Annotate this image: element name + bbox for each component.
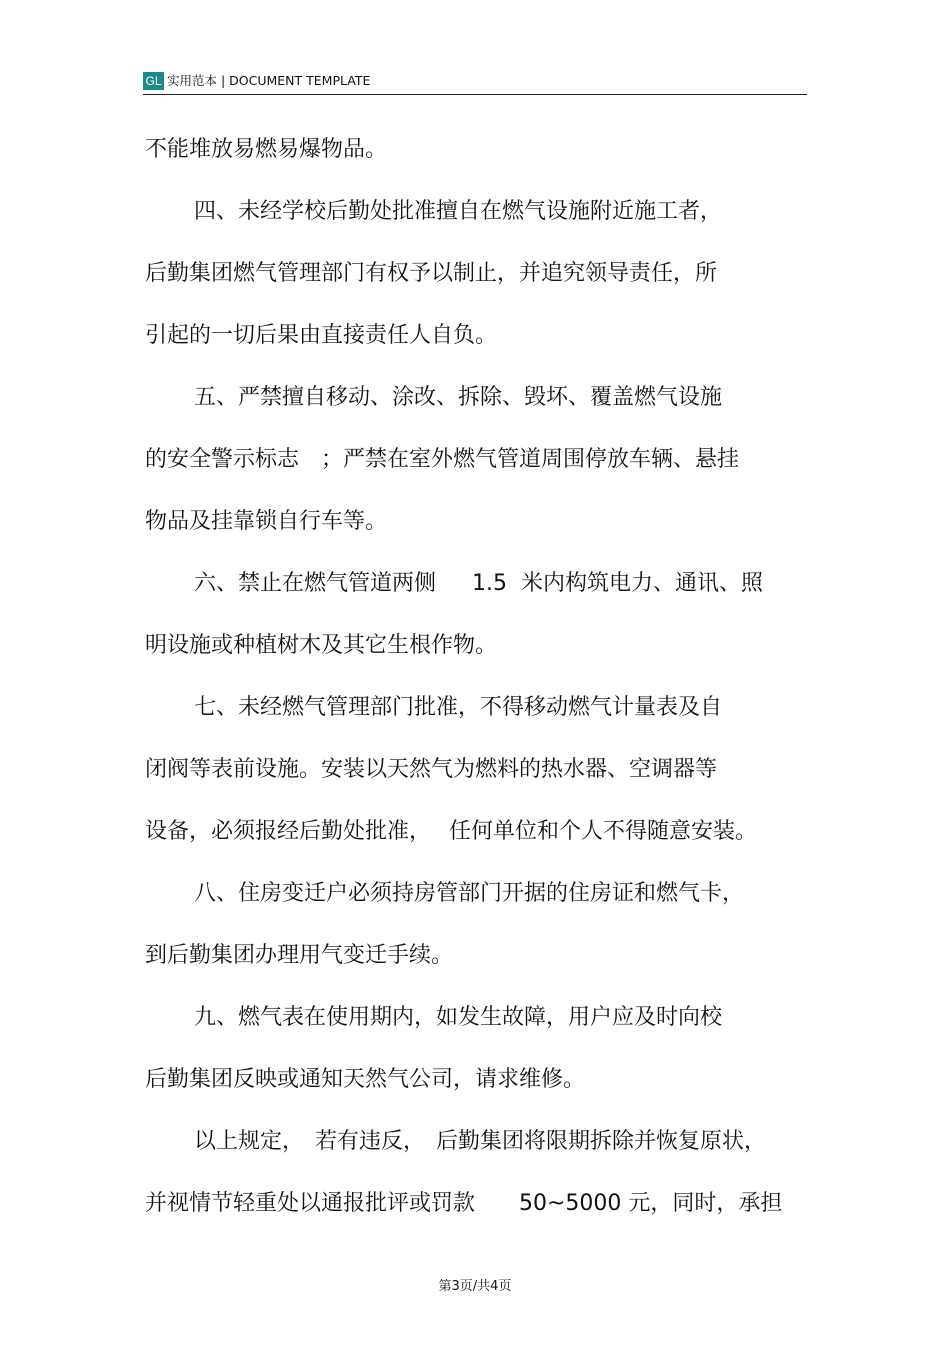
text-line: 四、未经学校后勤处批准擅自在燃气设施附近施工者， <box>194 199 723 224</box>
text-line: 设备，必须报经后勤处批准， 任何单位和个人不得随意安装。 <box>145 819 757 844</box>
gl-logo: GL <box>143 72 164 90</box>
text-line: 后勤集团燃气管理部门有权予以制止，并追究领导责任，所 <box>145 261 718 286</box>
text-line: 的安全警示标志 ；严禁在室外燃气管道周围停放车辆、悬挂 <box>145 447 740 472</box>
header-title: 实用范本 | DOCUMENT TEMPLATE <box>167 73 371 88</box>
text-line: 明设施或种植树木及其它生根作物。 <box>145 633 498 658</box>
text-line: 九、燃气表在使用期内，如发生故障，用户应及时向校 <box>194 1005 723 1030</box>
text-line: 到后勤集团办理用气变迁手续。 <box>145 943 454 968</box>
text-line: 不能堆放易燃易爆物品。 <box>145 137 388 162</box>
text-line: 闭阀等表前设施。安装以天然气为燃料的热水器、空调器等 <box>145 757 718 782</box>
text-line: 以上规定， 若有违反， 后勤集团将限期拆除并恢复原状， <box>194 1129 767 1154</box>
page-number: 第3页/共4页 <box>438 1279 512 1294</box>
text-line: 后勤集团反映或通知天然气公司，请求维修。 <box>145 1067 586 1092</box>
text-line: 六、禁止在燃气管道两侧 1.5 米内构筑电力、通讯、照 <box>194 571 763 596</box>
text-line: 并视情节轻重处以通报批评或罚款 50~5000 元，同时，承担 <box>145 1191 783 1216</box>
text-line: 五、严禁擅自移动、涂改、拆除、毁坏、覆盖燃气设施 <box>194 385 723 410</box>
page-header <box>143 70 807 95</box>
text-line: 八、住房变迁户必须持房管部门开据的住房证和燃气卡， <box>194 881 745 906</box>
text-line: 引起的一切后果由直接责任人自负。 <box>145 323 498 348</box>
text-line: 物品及挂靠锁自行车等。 <box>145 509 388 534</box>
text-line: 七、未经燃气管理部门批准，不得移动燃气计量表及自 <box>194 695 723 720</box>
